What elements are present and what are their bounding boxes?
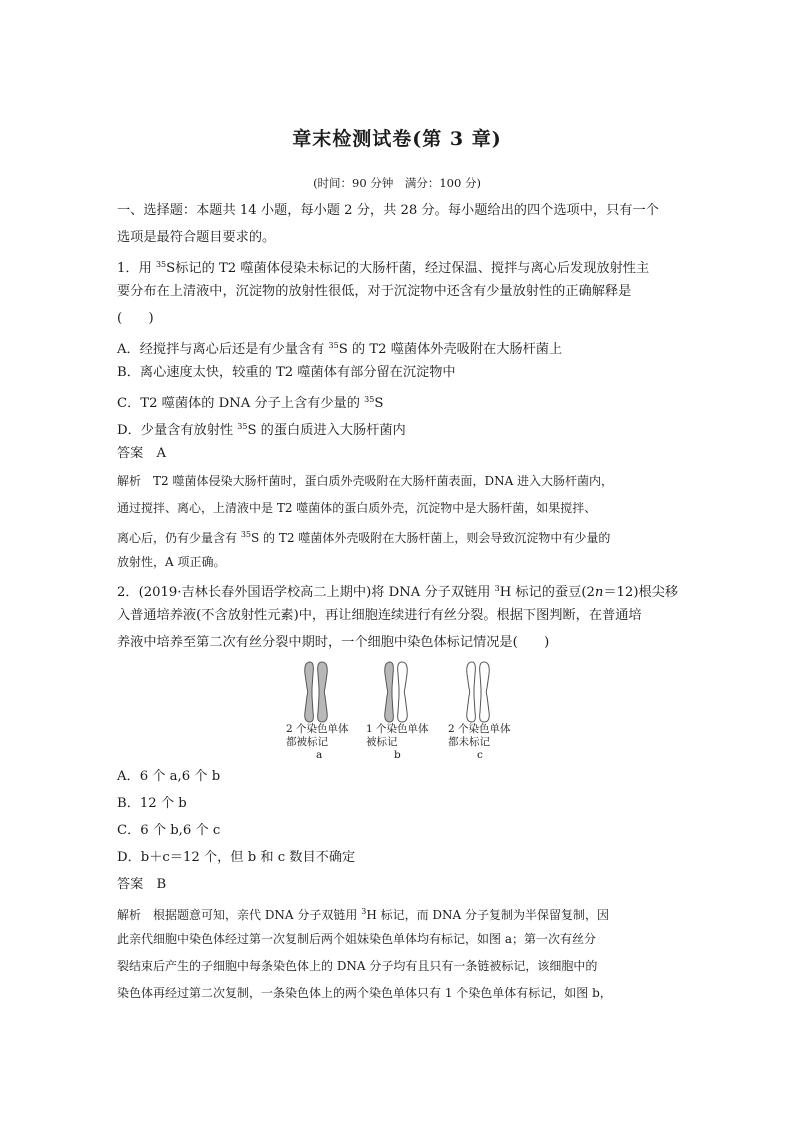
q2-stem-line-1: 2．(2019·吉林长春外国语学校高二上期中)将 DNA 分子双链用 $^3$H 标记的蚕豆(2n＝12)根尖移 xyxy=(117,584,679,600)
chromosome-figure xyxy=(280,660,520,766)
q1-explanation-line-1: 解析 T2 噬菌体侵染大肠杆菌时，蛋白质外壳吸附在大肠杆菌表面，DNA 进入大肠杆菌内， xyxy=(117,474,614,488)
q1-answer: 答案 A xyxy=(117,446,167,461)
figure-c-caption-line-1: 2 个染色单体 xyxy=(448,723,511,735)
q1-option-b: B．离心速度太快，较重的 T2 噬菌体有部分留在沉淀物中 xyxy=(117,365,456,380)
q1-option-a: A．经搅拌与离心后还是有少量含有 $^{35}$S 的 T2 噬菌体外壳吸附在大肠杆菌上 xyxy=(117,341,563,357)
q2-explanation-line-4: 染色体再经过第二次复制，一条染色体上的两个染色单体只有 1 个染色单体有标记，如图 b， xyxy=(117,986,612,1000)
q2-option-c: C．6 个 b,6 个 c xyxy=(117,823,221,838)
q2-explanation-line-2: 此亲代细胞中染色体经过第一次复制后两个姐妹染色单体均有标记，如图 a；第一次有丝分 xyxy=(117,932,596,946)
figure-b-caption-line-1: 1 个染色单体 xyxy=(366,723,429,735)
page-title: 章末检测试卷(第 3 章) xyxy=(292,128,502,150)
q1-stem-line-1: 1．用 $^{35}$S标记的 T2 噬菌体侵染未标记的大肠杆菌，经过保温、搅拌与离心后发现放射性主 xyxy=(117,260,650,276)
q1-stem-line-2: 要分布在上清液中，沉淀物的放射性很低，对于沉淀物中还含有少量放射性的正确解释是 xyxy=(117,284,632,299)
figure-a-label: a xyxy=(316,749,323,761)
q2-option-b: B．12 个 b xyxy=(117,796,187,811)
q1-explanation-line-4: 放射性，A 项正确。 xyxy=(117,555,226,569)
q1-stem-line-3: ( ) xyxy=(117,311,154,326)
figure-c-caption-line-2: 都未标记 xyxy=(448,736,490,748)
chromosome-c-icon xyxy=(467,662,490,722)
figure-b-caption-line-2: 被标记 xyxy=(366,736,398,748)
q1-explanation-line-3: 离心后，仍有少量含有 $^{35}$S 的 T2 噬菌体外壳吸附在大肠杆菌上，则会导致沉淀物中有少量的 xyxy=(117,530,611,545)
figure-a-caption-line-2: 都被标记 xyxy=(286,736,328,748)
section-heading-line-2: 选项是最符合题目要求的。 xyxy=(117,230,276,245)
q2-stem-line-2: 入普通培养液(不含放射性元素)中，再让细胞连续进行有丝分裂。根据下图判断，在普通培 xyxy=(117,608,642,623)
page-subtitle: (时间：90 分钟 满分：100 分) xyxy=(313,176,481,190)
q1-explanation-line-2: 通过搅拌、离心，上清液中是 T2 噬菌体的蛋白质外壳，沉淀物中是大肠杆菌，如果搅拌、 xyxy=(117,501,597,515)
q2-option-a: A．6 个 a,6 个 b xyxy=(117,769,221,784)
q2-explanation-line-3: 裂结束后产生的子细胞中每条染色体上的 DNA 分子均有且只有一条链被标记，该细胞中的 xyxy=(117,959,598,973)
q2-stem-line-3: 养液中培养至第二次有丝分裂中期时，一个细胞中染色体标记情况是( ) xyxy=(117,635,550,650)
q1-option-c: C．T2 噬菌体的 DNA 分子上含有少量的 $^{35}$S xyxy=(117,395,384,411)
figure-a-caption-line-1: 2 个染色单体 xyxy=(286,723,349,735)
q2-answer: 答案 B xyxy=(117,877,167,892)
chromosome-b-icon xyxy=(385,662,408,722)
figure-c-label: c xyxy=(477,749,483,761)
chromosome-diagram xyxy=(280,660,520,724)
section-heading-line-1: 一、选择题：本题共 14 小题，每小题 2 分，共 28 分。每小题给出的四个选项中，只有一个 xyxy=(117,203,659,218)
q2-explanation-line-1: 解析 根据题意可知，亲代 DNA 分子双链用 $^3$H 标记，而 DNA 分子复制为半保留复制，因 xyxy=(117,907,610,922)
q2-option-d: D．b＋c＝12 个，但 b 和 c 数目不确定 xyxy=(117,850,356,865)
q1-option-d: D．少量含有放射性 $^{35}$S 的蛋白质进入大肠杆菌内 xyxy=(117,422,406,438)
figure-b-label: b xyxy=(394,749,401,761)
chromosome-a-icon xyxy=(305,662,328,722)
